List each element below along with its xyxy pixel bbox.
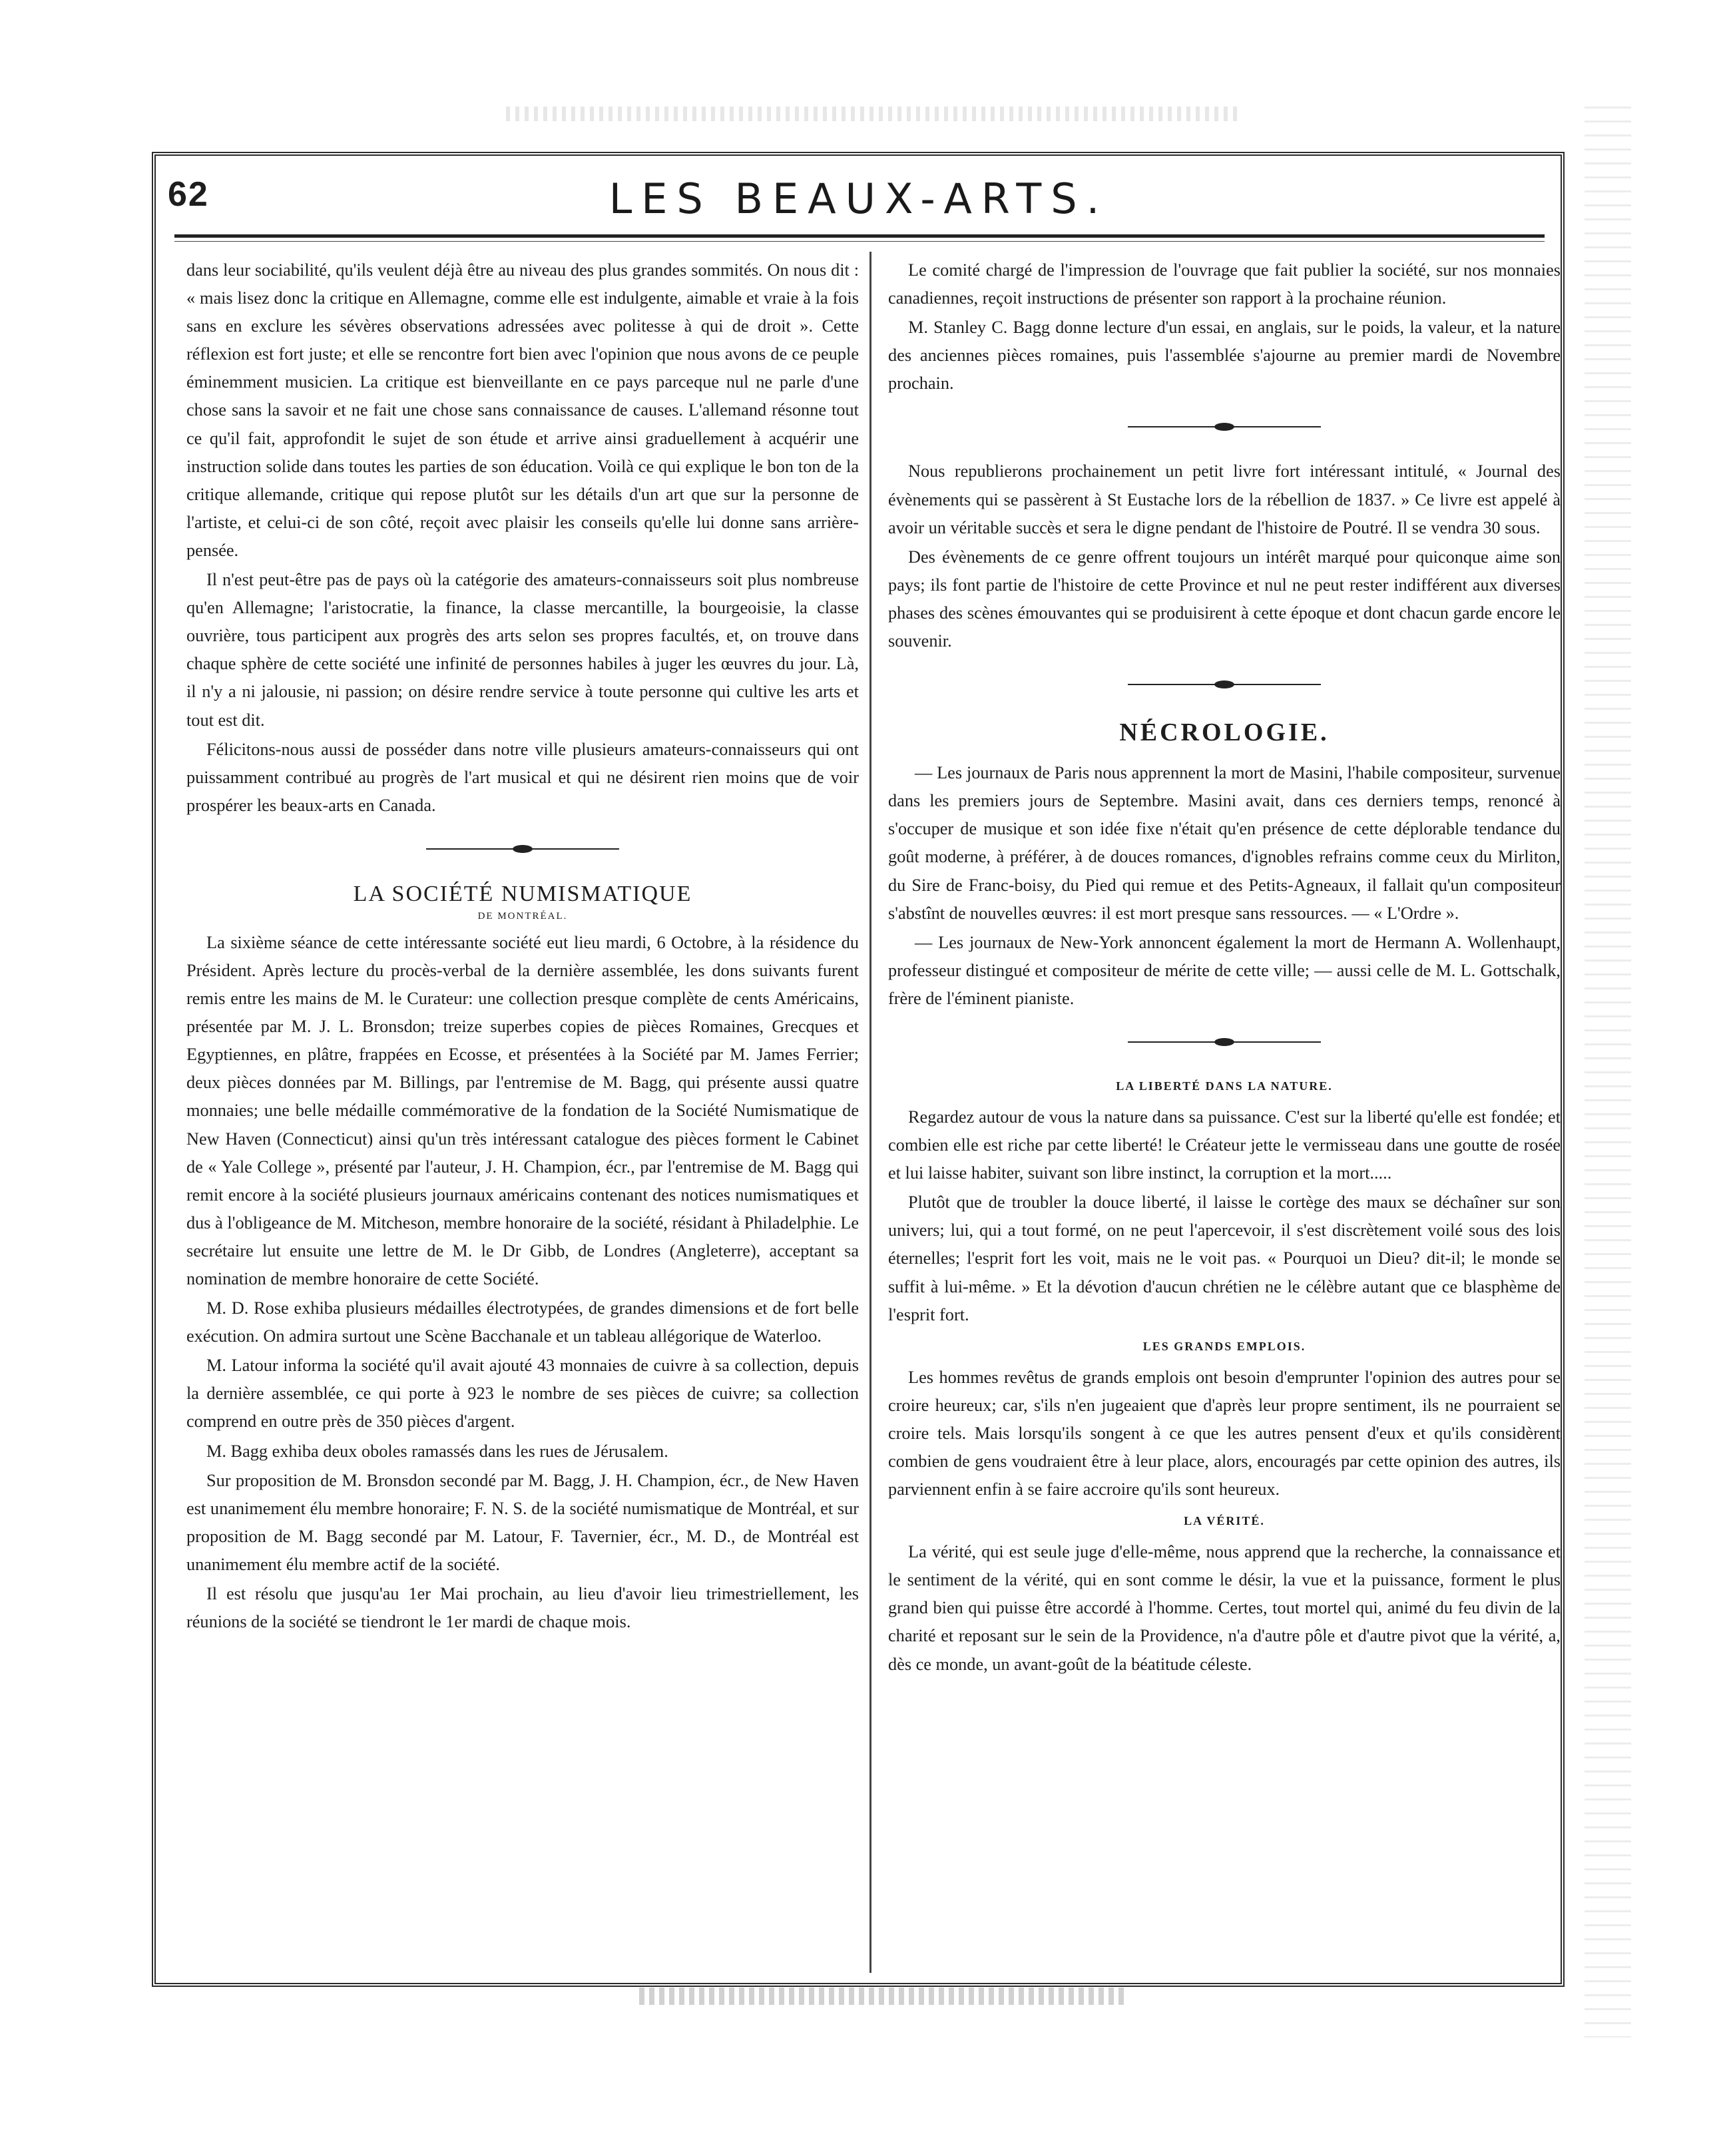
header-rule-thin	[174, 241, 1545, 242]
paragraph: — Les journaux de Paris nous apprennent la mort de Masini, l'habile compositeur, survenue dans les premiers jours de Septembre. Masini avait, dans ces derniers temps, renoncé à s'occuper de musique et son idée fixe n'était qu'en présence de cette déplorable tendance du goût moderne, à préférer, à de douces romances, d'ignobles refrains comme ceux du Mirliton, du Sire de Franc-boisy, du Pied qui remue et des Petits-Agneaux, il fallait qu'un compositeur s'abstînt de nouvelles œuvres: il est mort presque sans ressources. — « L'Ordre ».	[888, 763, 1561, 923]
paragraph: La vérité, qui est seule juge d'elle-même, nous apprend que la recherche, la connaissance et le sentiment de la vérité, qui en sont comme le désir, la vue et la puissance, forment le plus grand bien qui puisse être accordé à l'homme. Certes, tout mortel qui, animé du feu divin de la charité et reposant sur le sein de la Providence, n'a d'autre pôle et d'autre pivot que la vérité, a, dès ce monde, un avant-goût de la béatitude céleste.	[888, 1542, 1561, 1674]
section-title-emplois: LES GRANDS EMPLOIS.	[1142, 1339, 1306, 1353]
article-subtitle: DE MONTRÉAL.	[477, 910, 568, 922]
ornament-separator	[1128, 1038, 1321, 1046]
paragraph: Regardez autour de vous la nature dans sa puissance. C'est sur la liberté qu'elle est fondée; et combien elle est riche par cette liberté! le Créateur jette le vermisseau dans une goutte de rosée et lui laisse habiter, suivant son libre instinct, la corruption et la mort.....	[888, 1107, 1561, 1183]
section-title-necrologie: NÉCROLOGIE.	[1119, 718, 1330, 747]
paragraph: M. Stanley C. Bagg donne lecture d'un essai, en anglais, sur le poids, la valeur, et la nature des anciennes pièces romaines, puis l'assemblée s'ajourne au premier mardi de Novembre prochain.	[888, 318, 1561, 394]
section-title-liberte: LA LIBERTÉ DANS LA NATURE.	[1116, 1079, 1333, 1093]
paragraph: Félicitons-nous aussi de posséder dans notre ville plusieurs amateurs-connaisseurs qui ont puissamment contribué au progrès de l'art musical et qui ne désirent rien moins que de voir prospérer les beaux-arts en Canada.	[186, 739, 859, 815]
margin-speckles	[1585, 107, 1631, 2037]
paragraph: La sixième séance de cette intéressante société eut lieu mardi, 6 Octobre, à la résidence du Président. Après lecture du procès-verbal de la dernière assemblée, les dons suivants furent remis entre les mains de M. le Curateur: une collection presque complète de cents Américains, présentée par M. J. L. Bronsdon; treize superbes copies de pièces Romaines, Grecques et Egyptiennes, en plâtre, frappées en Ecosse, et présentées à la Société par M. James Ferrier; deux pièces données par M. Billings, par l'entremise de M. Bagg, qui présente aussi quatre monnaies; une belle médaille commémorative de la fondation de la Société Numismatique de New Haven (Connecticut) ainsi qu'un très intéressant catalogue des pièces forment le Cabinet de « Yale College », présenté par l'auteur, J. H. Champion, écr., par l'entremise de M. Bagg qui remit encore à la société plusieurs journaux américains contenant des notices numismatiques et dus à l'obligeance de M. Mitcheson, membre honoraire de la société, résidant à Philadelphie. Le secrétaire lut ensuite une lettre de M. le Dr Gibb, de Londres (Angleterre), acceptant sa nomination de membre honoraire de cette Société.	[186, 932, 859, 1288]
ornament-separator	[1128, 680, 1321, 688]
article-title-societe: LA SOCIÉTÉ NUMISMATIQUE	[353, 881, 692, 906]
paragraph: Plutôt que de troubler la douce liberté, il laisse le cortège des maux se déchaîner sur son univers; lui, qui a tout formé, on ne peut l'apercevoir, il s'est discrètement voilé sous des lois éternelles; l'esprit fort les voit, mais ne le voit pas. « Pourquoi un Dieu? dit-il; le monde se suffit à lui-même. » Et la dévotion d'aucun chrétien ne le célèbre autant que ce blasphème de l'esprit fort.	[888, 1193, 1561, 1324]
paragraph: Des évènements de ce genre offrent toujours un intérêt marqué pour quiconque aime son pays; ils font partie de l'histoire de cette Province et nul ne peut rester indifférent aux diverses phases des scènes émouvantes qui se produisirent à cette époque et dont chacun garde encore le souvenir.	[888, 547, 1561, 651]
paragraph: Nous republierons prochainement un petit livre fort intéressant intitulé, « Journal des évènements qui se passèrent à St Eustache lors de la rébellion de 1837. » Ce livre est appelé à avoir un véritable succès et sera le digne pendant de l'histoire de Poutré. Il se vendra 30 sous.	[888, 461, 1561, 537]
paragraph: Il n'est peut-être pas de pays où la catégorie des amateurs-connaisseurs soit plus nombreuse qu'en Allemagne; l'aristocratie, la finance, la classe mercantille, la bourgeoisie, la classe ouvrière, tous participent aux progrès des arts selon ses propres facultés, et, on trouve dans chaque sphère de cette société une infinité de personnes habiles à juger les œuvres du jour. Là, il n'y a ni jalousie, ni passion; on désire rendre service à toute personne qui cultive les arts et tout est dit.	[186, 570, 859, 730]
paragraph: M. D. Rose exhiba plusieurs médailles électrotypées, de grandes dimensions et de fort belle exécution. On admira surtout une Scène Bacchanale et un tableau allégorique de Waterloo.	[186, 1298, 859, 1346]
left-column	[186, 256, 859, 1637]
ornament-separator	[426, 845, 619, 853]
paragraph: Sur proposition de M. Bronsdon secondé par M. Bagg, J. H. Champion, écr., de New Haven est unanimement élu membre honoraire; F. N. S. de la société numismatique de Montréal, et sur proposition de M. Bagg secondé par M. Latour, F. Tavernier, écr., M. D., de Montréal est unanimement élu membre actif de la société.	[186, 1470, 859, 1574]
column-divider	[869, 252, 871, 1973]
print-noise-top	[506, 107, 1238, 121]
ornament-separator	[1128, 423, 1321, 431]
paragraph: M. Latour informa la société qu'il avait ajouté 43 monnaies de cuivre à sa collection, depuis la dernière assemblée, ce qui porte à 923 le nombre de ses pièces de cuivre; sa collection comprend en outre près de 350 pièces d'argent.	[186, 1356, 859, 1432]
header-rule	[174, 234, 1545, 238]
right-column	[888, 256, 1561, 1680]
paragraph: — Les journaux de New-York annoncent également la mort de Hermann A. Wollenhaupt, professeur distingué et compositeur de mérite de cette ville; — aussi celle de M. L. Gottschalk, frère de l'éminent pianiste.	[888, 932, 1561, 1008]
section-title-verite: LA VÉRITÉ.	[1184, 1514, 1265, 1528]
masthead: LES BEAUX-ARTS.	[609, 174, 1109, 223]
paragraph: dans leur sociabilité, qu'ils veulent déjà être au niveau des plus grandes sommités. On nous dit : « mais lisez donc la critique en Allemagne, comme elle est indulgente, aimable et vraie à la fois sans en exclure les sévères observations adressées avec politesse à qui de droit ». Cette réflexion est fort juste; et elle se rencontre fort bien avec l'opinion que nous avons de ce peuple éminemment musicien. La critique est bienveillante en ce pays parceque nul ne parle d'une chose sans la savoir et ne fait une chose sans connaissance de causes. L'allemand résonne tout ce qu'il fait, approfondit le sujet de son étude et arrive ainsi graduellement à acquérir une instruction solide dans toutes les parties de son éducation. Voilà ce qui explique le bon ton de la critique allemande, critique qui repose plutôt sur les détails d'un art que sur la personne de l'artiste, et celui-ci de son côté, reçoit avec plaisir les conseils qu'elle lui donne sans arrière-pensée.	[186, 260, 859, 560]
paragraph: Le comité chargé de l'impression de l'ouvrage que fait publier la société, sur nos monnaies canadiennes, reçoit instructions de présenter son rapport à la prochaine réunion.	[888, 260, 1561, 308]
page-number: 62	[168, 175, 209, 214]
paragraph: Les hommes revêtus de grands emplois ont besoin d'emprunter l'opinion des autres pour se croire heureux; car, s'ils n'en jugeaient que d'après leur propre sentiment, ils ne pourraient se croire tels. Mais lorsqu'ils songent à ce que les autres pensent d'eux et qu'ils considèrent combien de gens voudraient être à leur place, alors, encouragés par cette opinion des autres, ils parviennent enfin à se faire accroire qu'ils sont heureux.	[888, 1367, 1561, 1499]
paragraph: M. Bagg exhiba deux oboles ramassés dans les rues de Jérusalem.	[206, 1441, 668, 1461]
print-noise-bottom	[639, 1988, 1125, 2005]
paragraph: Il est résolu que jusqu'au 1er Mai prochain, au lieu d'avoir lieu trimestriellement, les réunions de la société se tiendront le 1er mardi de chaque mois.	[186, 1584, 859, 1632]
